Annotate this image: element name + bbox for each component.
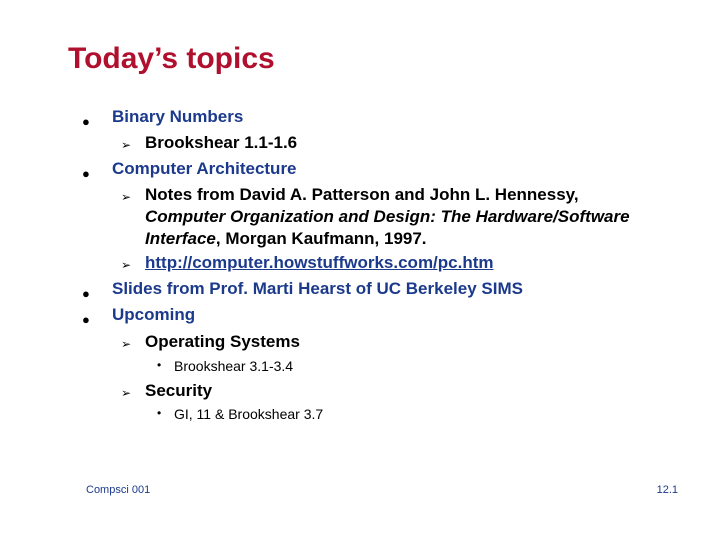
arrow-bullet-icon: ➢: [121, 138, 132, 152]
sub-bullet-operating-systems: Operating Systems: [145, 332, 300, 351]
circle-bullet-icon: ●: [82, 166, 90, 181]
howstuffworks-link[interactable]: http://computer.howstuffworks.com/pc.htm: [145, 253, 494, 272]
dot-bullet-icon: •: [157, 358, 162, 372]
subsub-bullet-brookshear-3: Brookshear 3.1-3.4: [174, 358, 294, 374]
circle-bullet-icon: ●: [82, 312, 90, 327]
sub-bullet-notes-line-2: Computer Organization and Design: The Hardware/Software: [145, 207, 630, 226]
dot-bullet-icon: •: [157, 406, 162, 420]
slide-title: Today’s topics: [68, 42, 275, 75]
arrow-bullet-icon: ➢: [121, 337, 132, 351]
bullet-computer-architecture: Computer Architecture: [112, 159, 297, 178]
arrow-bullet-icon: ➢: [121, 258, 132, 272]
bullet-upcoming: Upcoming: [112, 305, 196, 324]
bullet-binary-numbers: Binary Numbers: [112, 107, 244, 126]
book-title-tail: Interface: [145, 229, 216, 248]
sub-bullet-brookshear-1: Brookshear 1.1-1.6: [145, 133, 298, 152]
circle-bullet-icon: ●: [82, 114, 90, 129]
arrow-bullet-icon: ➢: [121, 190, 132, 204]
sub-bullet-notes-line-1: Notes from David A. Patterson and John L. Hennessy,: [145, 185, 579, 204]
subsub-bullet-gi-11: GI, 11 & Brookshear 3.7: [174, 406, 324, 422]
footer-page-number: 12.1: [656, 484, 678, 496]
circle-bullet-icon: ●: [82, 286, 90, 301]
sub-bullet-notes-line-3: [145, 229, 427, 249]
publisher-text: , Morgan Kaufmann, 1997.: [215, 229, 427, 248]
bullet-slides-credit: Slides from Prof. Marti Hearst of UC Berkeley SIMS: [112, 279, 523, 298]
arrow-bullet-icon: ➢: [121, 386, 132, 400]
sub-bullet-security: Security: [145, 381, 213, 400]
footer-course: Compsci 001: [86, 484, 151, 496]
